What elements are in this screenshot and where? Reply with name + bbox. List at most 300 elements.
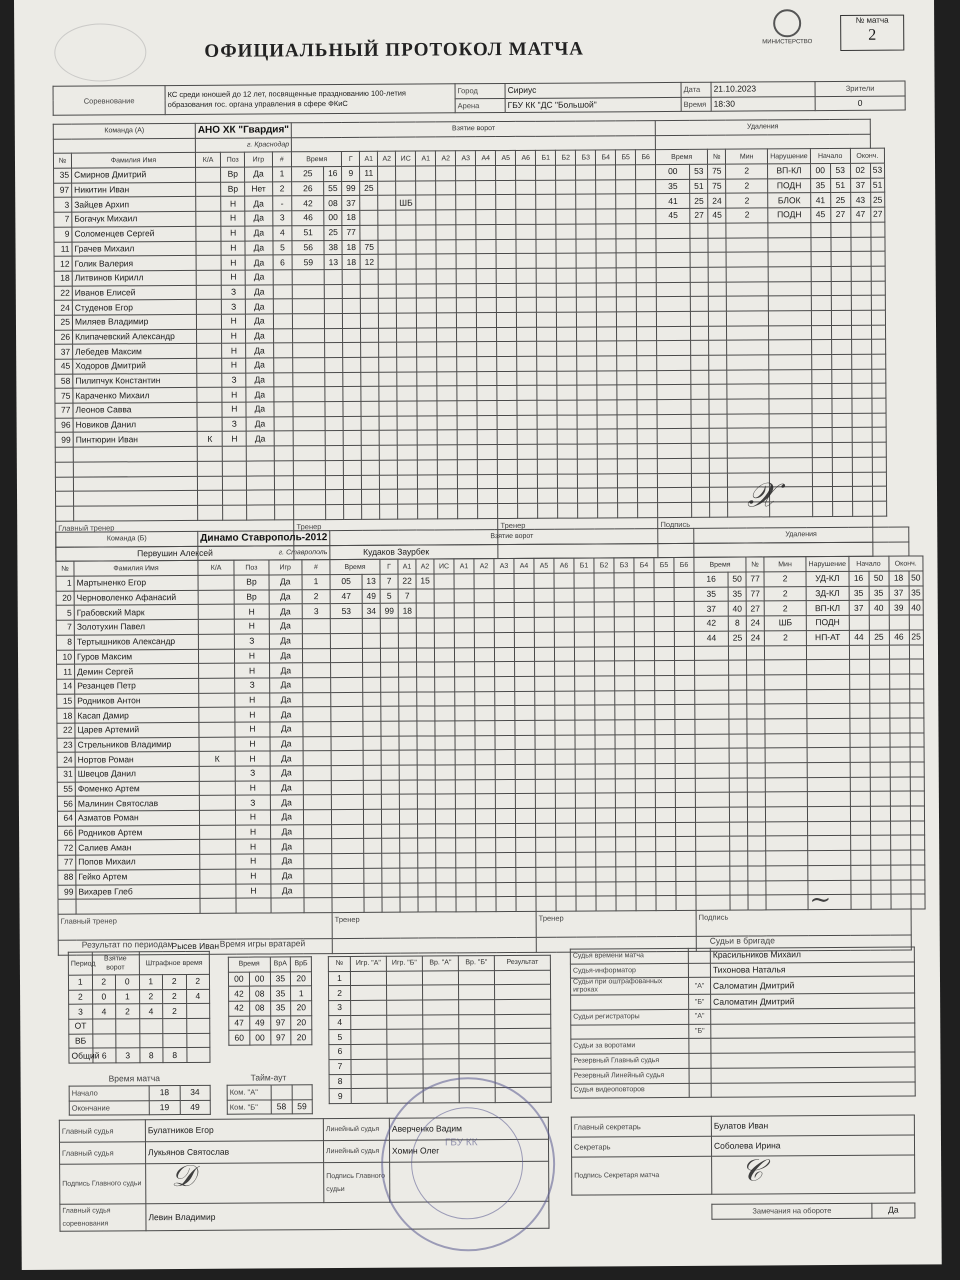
on-ice-cell — [596, 867, 616, 882]
on-ice-cell — [436, 210, 456, 225]
goal-situation — [396, 210, 416, 225]
pen-violation — [808, 865, 851, 880]
on-ice-cell — [495, 750, 515, 765]
on-ice-cell — [436, 166, 456, 181]
goal-situation — [397, 342, 417, 357]
pen-player — [709, 429, 727, 444]
on-ice-cell — [655, 734, 675, 749]
player-position: Н — [222, 358, 246, 373]
spectators-value: 0 — [815, 96, 905, 111]
on-ice-cell — [574, 617, 594, 632]
on-ice-cell — [656, 896, 676, 911]
on-ice-cell — [494, 632, 514, 647]
on-ice-cell — [596, 165, 616, 180]
pen-end-sec — [910, 835, 925, 850]
on-ice-cell — [515, 794, 535, 809]
on-ice-cell — [555, 793, 575, 808]
player-name: Зайцев Архип — [72, 197, 196, 212]
col-gtime: Время — [330, 560, 380, 575]
on-ice-cell — [456, 239, 476, 254]
on-ice-cell — [577, 429, 597, 444]
goal-assist1 — [360, 269, 378, 284]
pen-end-sec: 35 — [909, 586, 924, 601]
secretary-name: Соболева Ирина — [711, 1135, 914, 1156]
shootout-number: 3 — [329, 1001, 351, 1016]
goal-assist1 — [399, 648, 417, 663]
on-ice-cell — [595, 720, 615, 735]
pen-start-min — [812, 384, 832, 399]
blank-cell — [656, 134, 871, 150]
match-number-label: № матча — [855, 15, 889, 25]
pen-start-min — [812, 501, 832, 516]
linesman-label: Линейный судья — [323, 1118, 389, 1140]
on-ice-cell — [558, 488, 578, 503]
goal-second — [363, 736, 381, 751]
pen-start-sec: 35 — [869, 586, 889, 601]
on-ice-cell — [615, 778, 635, 793]
official-role: Резервный Главный судья — [571, 1054, 689, 1069]
goal-assist2 — [417, 662, 435, 677]
on-ice-cell — [596, 180, 616, 195]
goals-b: 2 — [116, 1004, 140, 1019]
player-played: Да — [269, 678, 302, 693]
player-played: Да — [246, 417, 273, 432]
pen-start-sec — [869, 674, 889, 689]
goal-number — [303, 839, 331, 854]
goal-situation — [396, 254, 416, 269]
on-ice-cell — [558, 459, 578, 474]
gk-minute: 00 — [228, 972, 249, 987]
pen-violation — [768, 222, 811, 237]
pen-violation — [768, 252, 811, 267]
pen-start-min — [850, 865, 870, 880]
player-name: Пинтюрин Иван — [73, 432, 197, 447]
on-ice-cell — [458, 489, 478, 504]
goal-situation — [398, 475, 418, 490]
on-ice-cell — [637, 312, 657, 327]
on-ice-cell — [516, 195, 536, 210]
pen-player — [748, 836, 766, 851]
goal-scorer — [381, 721, 399, 736]
on-ice-cell — [617, 444, 637, 459]
goal-situation — [434, 589, 454, 604]
goal-scorer — [343, 357, 361, 372]
on-ice-cell — [476, 166, 496, 181]
goals-a: 4 — [92, 1004, 116, 1019]
player-position: Вр — [221, 182, 245, 197]
on-ice-cell — [597, 385, 617, 400]
shootout-cell — [387, 1029, 423, 1044]
col-end: Оконч. — [888, 556, 923, 571]
pen-second — [691, 370, 709, 385]
protocol-sheet — [14, 0, 942, 1270]
team-label: Команда (А) — [53, 123, 195, 139]
on-ice-cell — [576, 224, 596, 239]
on-ice-cell — [534, 588, 554, 603]
on-ice-cell — [575, 764, 595, 779]
on-ice-cell — [436, 269, 456, 284]
player-role — [196, 255, 221, 270]
player-number — [56, 491, 74, 506]
player-position: Н — [234, 604, 268, 619]
pen-violation — [770, 457, 813, 472]
pen-minute — [696, 837, 730, 852]
on-ice-cell — [436, 195, 456, 210]
timeout-a-min — [271, 1085, 292, 1100]
pen-extra — [186, 1048, 210, 1063]
pen-start-min — [812, 443, 832, 458]
player-position: Вр — [234, 590, 268, 605]
pen-second — [729, 807, 747, 822]
pen-minutes — [726, 252, 768, 267]
player-name: Родников Артем — [76, 825, 200, 840]
pen-second: 25 — [728, 631, 746, 646]
on-ice-cell — [495, 706, 515, 721]
on-ice-cell — [494, 574, 514, 589]
goal-minute: 53 — [330, 604, 362, 619]
shootout-number: 9 — [329, 1089, 351, 1104]
player-played: Да — [246, 402, 273, 417]
on-ice-cell — [416, 239, 436, 254]
goal-assist2 — [379, 445, 397, 460]
date-value: 21.10.2023 — [711, 82, 815, 97]
on-ice-cell — [655, 793, 675, 808]
on-ice-cell — [515, 808, 535, 823]
pen-start-sec — [832, 428, 852, 443]
goal-minute — [331, 692, 363, 707]
on-ice-cell — [616, 253, 636, 268]
pen-end-sec — [872, 442, 887, 457]
pen-violation — [768, 267, 811, 282]
on-ice-cell — [497, 430, 517, 445]
period-row — [69, 1018, 210, 1034]
goal-assist1 — [362, 489, 380, 504]
goal-minute — [293, 343, 325, 358]
gk-a: 97 — [270, 1030, 291, 1045]
on-ice-cell — [638, 473, 658, 488]
pen-minute — [696, 851, 730, 866]
official-name: Красильников Михаил — [710, 947, 914, 963]
on-ice-cell — [556, 224, 576, 239]
pen-end-sec — [871, 325, 886, 340]
pen-violation — [807, 762, 850, 777]
player-number: 10 — [56, 650, 74, 665]
col-extra: А2 — [474, 559, 494, 574]
player-name: Леонов Савва — [73, 402, 197, 417]
coach-name: Кудаков Заурбек — [294, 544, 498, 560]
on-ice-cell — [458, 459, 478, 474]
pen-a — [139, 1033, 163, 1048]
on-ice-cell — [616, 268, 636, 283]
pen-minute — [657, 429, 691, 444]
pen-end-min — [889, 703, 909, 718]
pen-end-sec — [909, 615, 924, 630]
goal-scorer: 37 — [342, 196, 360, 211]
pen-minute — [657, 311, 691, 326]
pen-violation — [807, 718, 850, 733]
on-ice-cell — [515, 647, 535, 662]
player-position: Н — [235, 707, 269, 722]
pen-minutes: 2 — [726, 179, 768, 194]
goals-b: 1 — [116, 989, 140, 1004]
pen-start-min — [849, 689, 869, 704]
pen-violation: ПОДН — [806, 616, 849, 631]
on-ice-cell — [494, 588, 514, 603]
on-ice-cell — [457, 401, 477, 416]
pen-violation — [807, 660, 850, 675]
player-position: З — [235, 634, 269, 649]
goal-scorer: 99 — [342, 181, 360, 196]
goal-scorer — [381, 780, 399, 795]
player-role — [197, 358, 222, 373]
on-ice-cell — [614, 632, 634, 647]
on-ice-cell — [458, 504, 478, 519]
player-name: Караченко Михаил — [73, 388, 197, 403]
player-played — [271, 898, 304, 913]
on-ice-cell — [637, 370, 657, 385]
on-ice-cell — [457, 327, 477, 342]
goal-situation — [397, 386, 417, 401]
pen-start-min — [811, 369, 831, 384]
on-ice-cell — [536, 283, 556, 298]
on-ice-cell — [537, 356, 557, 371]
on-ice-cell — [495, 794, 515, 809]
pen-end-sec: 27 — [870, 207, 885, 222]
page-title: ОФИЦИАЛЬНЫЙ ПРОТОКОЛ МАТЧА — [204, 38, 585, 62]
on-ice-cell — [576, 896, 596, 911]
player-name: Соломенцев Сергей — [72, 226, 196, 241]
pen-player — [747, 763, 765, 778]
on-ice-cell — [497, 400, 517, 415]
goal-assist2: 15 — [416, 574, 434, 589]
goal-number — [303, 722, 331, 737]
on-ice-cell — [616, 209, 636, 224]
player-role — [196, 314, 221, 329]
on-ice-cell — [616, 867, 636, 882]
on-ice-cell — [416, 210, 436, 225]
pen-end-sec: 25 — [909, 630, 924, 645]
on-ice-cell — [554, 588, 574, 603]
pen-violation — [769, 384, 812, 399]
player-number: 24 — [57, 752, 75, 767]
on-ice-cell — [456, 838, 476, 853]
on-ice-cell — [577, 356, 597, 371]
pen-end-min: 37 — [850, 178, 870, 193]
on-ice-cell — [636, 852, 656, 867]
on-ice-cell — [617, 356, 637, 371]
goal-second — [325, 328, 343, 343]
pen-end-sec — [871, 354, 886, 369]
pen-b: 2 — [163, 1004, 187, 1019]
pen-second: 53 — [690, 164, 708, 179]
shootout-col: Вр. "Б" — [458, 956, 494, 971]
gk-second: 00 — [250, 1030, 271, 1045]
goal-second — [325, 431, 343, 446]
on-ice-cell — [577, 415, 597, 430]
on-ice-cell — [635, 690, 655, 705]
official-role: Судья видеоповторов — [571, 1083, 689, 1098]
player-name: Грачев Михаил — [72, 241, 196, 256]
on-ice-cell — [537, 444, 557, 459]
on-ice-cell — [475, 750, 495, 765]
pen-violation — [769, 399, 812, 414]
on-ice-cell — [455, 735, 475, 750]
on-ice-cell — [577, 312, 597, 327]
goal-assist2 — [418, 838, 436, 853]
pen-start-min — [811, 222, 831, 237]
on-ice-cell — [555, 691, 575, 706]
on-ice-cell — [635, 705, 655, 720]
comp-chief-label: Главный судья соревнования — [60, 1204, 146, 1232]
on-ice-cell — [515, 706, 535, 721]
pen-second — [691, 385, 709, 400]
player-number: 55 — [57, 782, 75, 797]
period-name: 1 — [68, 975, 92, 990]
on-ice-cell — [417, 430, 437, 445]
pen-a: 2 — [139, 989, 163, 1004]
on-ice-cell — [497, 327, 517, 342]
goal-assist2 — [379, 342, 397, 357]
on-ice-cell — [516, 209, 536, 224]
goal-second — [326, 504, 344, 519]
on-ice-cell — [635, 720, 655, 735]
pen-start-sec — [832, 443, 852, 458]
on-ice-cell — [675, 793, 695, 808]
pen-violation: ЗД-КЛ — [806, 586, 849, 601]
player-played: Да — [270, 854, 303, 869]
pen-second — [729, 646, 747, 661]
player-played: Да — [245, 211, 272, 226]
on-ice-cell — [438, 460, 458, 475]
shootout-number: 4 — [329, 1015, 351, 1030]
pen-minute — [696, 866, 730, 881]
goal-assist1 — [399, 677, 417, 692]
on-ice-cell — [598, 459, 618, 474]
player-position — [236, 898, 270, 913]
pen-start-min — [812, 457, 832, 472]
goal-assist1 — [361, 343, 379, 358]
on-ice-cell — [537, 342, 557, 357]
on-ice-cell — [595, 705, 615, 720]
player-position — [222, 446, 246, 461]
on-ice-cell — [455, 647, 475, 662]
pen-second: 50 — [728, 572, 746, 587]
goal-situation — [397, 328, 417, 343]
pen-second — [729, 675, 747, 690]
goal-situation — [435, 735, 455, 750]
player-name: Резанцев Петр — [75, 678, 199, 693]
goals-a: 6 — [92, 1048, 116, 1063]
goal-scorer — [382, 839, 400, 854]
reverse-table — [711, 1203, 915, 1220]
col-played: Игр — [269, 560, 302, 575]
goalkeeper-time-table — [228, 956, 313, 1046]
on-ice-cell — [475, 735, 495, 750]
on-ice-cell — [556, 165, 576, 180]
goal-assist1 — [360, 196, 378, 211]
pen-end-min — [851, 310, 871, 325]
goal-scorer — [344, 490, 362, 505]
on-ice-cell — [438, 474, 458, 489]
on-ice-cell — [457, 445, 477, 460]
goal-scorer: 99 — [380, 604, 398, 619]
goal-number — [303, 810, 331, 825]
goal-second — [325, 372, 343, 387]
on-ice-cell — [537, 415, 557, 430]
stamp-text: ГБУ КК — [444, 1137, 478, 1149]
pen-violation: ВП-КЛ — [806, 601, 849, 616]
team-city: г. Ставрополь — [198, 545, 330, 560]
player-number: 77 — [55, 403, 73, 418]
player-played: Да — [269, 692, 302, 707]
goals-b: 0 — [115, 975, 139, 990]
player-role — [197, 344, 222, 359]
on-ice-cell — [496, 166, 516, 181]
pen-end-min — [852, 501, 872, 516]
pen-minutes — [765, 719, 807, 734]
player-number: 26 — [55, 330, 73, 345]
player-role — [198, 505, 223, 520]
pen-player — [747, 675, 765, 690]
official-team — [688, 948, 710, 963]
on-ice-cell — [556, 239, 576, 254]
pen-minutes — [727, 384, 769, 399]
player-role — [196, 285, 221, 300]
gk-minute: 42 — [229, 1001, 250, 1016]
goal-assist2 — [380, 460, 398, 475]
col-ka: К/А — [198, 561, 234, 576]
pen-player: 27 — [746, 601, 764, 616]
on-ice-cell — [635, 793, 655, 808]
coach2-label: Тренер — [536, 910, 696, 937]
on-ice-cell — [557, 430, 577, 445]
shootout-cell — [459, 1000, 495, 1015]
pen-start-min — [811, 355, 831, 370]
goals-a: 2 — [92, 975, 116, 990]
pen-player — [747, 704, 765, 719]
on-ice-cell — [557, 312, 577, 327]
period-name: ВБ — [69, 1034, 93, 1049]
on-ice-cell — [538, 474, 558, 489]
goal-assist2 — [418, 824, 436, 839]
on-ice-cell — [454, 574, 474, 589]
goal-number — [273, 270, 293, 285]
pen-second — [691, 297, 709, 312]
player-number: 1 — [56, 576, 74, 591]
on-ice-cell — [416, 269, 436, 284]
on-ice-cell — [514, 617, 534, 632]
goal-assist1 — [399, 750, 417, 765]
shootout-cell — [495, 999, 551, 1014]
on-ice-cell — [655, 690, 675, 705]
pen-minute: 42 — [694, 616, 728, 631]
pen-player — [748, 822, 766, 837]
player-played: Да — [269, 663, 302, 678]
official-name — [711, 1037, 915, 1053]
pen-minutes — [766, 895, 808, 910]
on-ice-cell — [437, 371, 457, 386]
gk-second: 00 — [249, 972, 270, 987]
goal-minute — [294, 504, 326, 519]
on-ice-cell — [477, 430, 497, 445]
pen-player — [709, 311, 727, 326]
on-ice-cell — [515, 764, 535, 779]
pen-end-min — [852, 428, 872, 443]
goal-situation — [436, 838, 456, 853]
player-position: Н — [222, 329, 246, 344]
on-ice-cell — [534, 573, 554, 588]
pen-start-min — [811, 252, 831, 267]
